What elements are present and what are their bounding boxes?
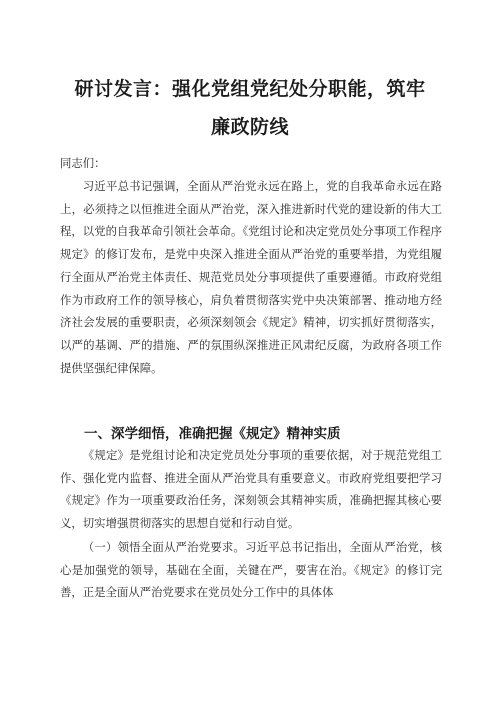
body-paragraph-1: 习近平总书记强调，全面从严治党永远在路上，党的自我革命永远在路上，必须持之以恒推进全面从严治党，深入推进新时代党的建设新的伟大工程，以党的自我革命引领社会革命。《党组讨论和决定党员处分事项工作程序规定》的修订发布，是党中央深入推进全面从严治党的重要举措，为党组履行全面从严治党主体责任、规范党员处分事项提供了重要遵循。市政府党组作为市政府工作的领导核心，肩负着贯彻落实党中央决策部署、推动地方经济社会发展的重要职责，必须深刻领会《规定》精神，切实抓好贯彻落实，以严的基调、严的措施、严的氛围纵深推进正风肃纪反腐，为政府各项工作提供坚强纪律保障。	[60, 179, 442, 375]
body-paragraph-2: 《规定》是党组讨论和决定党员处分事项的重要依据，对于规范党组工作、强化党内监督、推进全面从严治党具有重要意义。市政府党组要把学习《规定》作为一项重要政治任务，深刻领会其精神实质，准确把握其核心要义，切实增强贯彻落实的思想自觉和行动自觉。	[60, 448, 442, 531]
salutation: 同志们：	[60, 156, 106, 170]
body-paragraph-3: （一）领悟全面从严治党要求。习近平总书记指出，全面从严治党，核心是加强党的领导，基础在全面，关键在严，要害在治。《规定》的修订完善，正是全面从严治党要求在党员处分工作中的具体体	[60, 540, 442, 600]
document-title-line-2: 廉政防线	[210, 116, 289, 138]
section-heading-1: 一、深学细悟，准确把握《规定》精神实质	[84, 426, 341, 442]
document-title-line-1: 研讨发言：强化党组党纪处分职能，筑牢	[74, 78, 426, 100]
